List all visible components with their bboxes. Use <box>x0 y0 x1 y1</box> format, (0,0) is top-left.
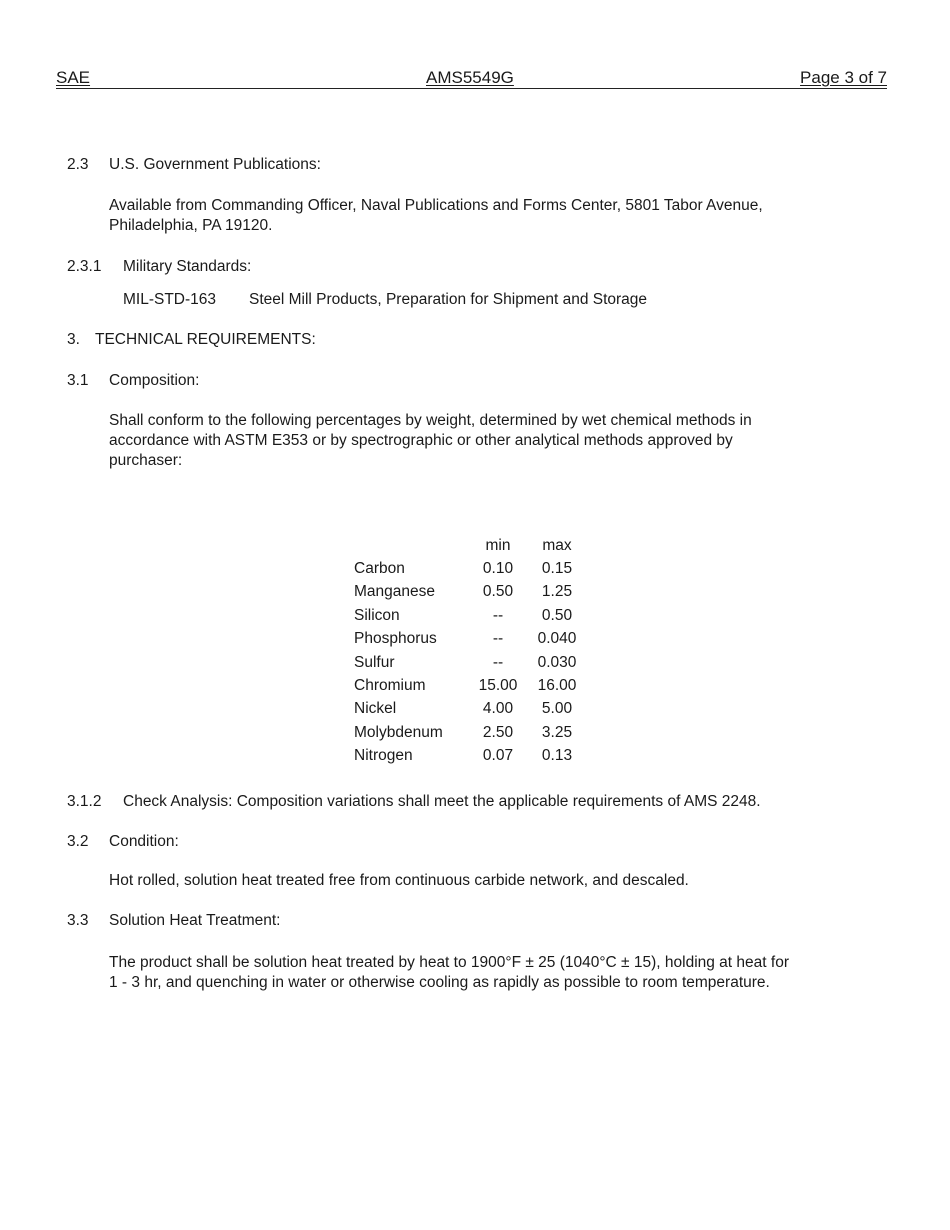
element-name: Molybdenum <box>354 723 443 741</box>
table-row <box>354 557 586 580</box>
element-name: Nickel <box>354 700 397 718</box>
section-3-3-body <box>109 953 789 993</box>
section-number: 2.3.1 <box>67 258 102 275</box>
section-3-1-heading <box>67 371 200 391</box>
standard-id: MIL-STD-163 <box>123 291 217 308</box>
body-line: accordance with ASTM E353 or by spectrographic or other analytical methods approved by <box>109 432 733 449</box>
military-standard-entry <box>123 290 648 310</box>
min-value: -- <box>492 630 504 648</box>
max-value: 0.50 <box>541 606 573 624</box>
body-line: Philadelphia, PA 19120. <box>109 217 273 234</box>
section-number: 2.3 <box>67 156 89 173</box>
header-org: SAE <box>56 68 91 87</box>
section-3-1-2 <box>67 792 761 812</box>
max-value: 16.00 <box>537 677 577 695</box>
table-row <box>354 721 586 744</box>
table-row <box>354 628 586 651</box>
header-page-number: Page 3 of 7 <box>800 68 887 87</box>
min-value: -- <box>492 606 504 624</box>
min-value: 4.00 <box>482 700 514 718</box>
column-header-element <box>354 534 468 557</box>
composition-table <box>354 534 586 768</box>
min-value: 0.50 <box>482 583 514 601</box>
element-name: Carbon <box>354 560 405 578</box>
max-value: 5.00 <box>541 700 573 718</box>
section-number: 3.1.2 <box>67 793 102 810</box>
section-number: 3.1 <box>67 372 89 389</box>
standard-title: Steel Mill Products, Preparation for Shipment and Storage <box>249 291 648 308</box>
max-value: 0.13 <box>541 747 573 765</box>
body-line: Shall conform to the following percentages by weight, determined by wet chemical methods in <box>109 412 752 429</box>
body-line: purchaser: <box>109 452 183 469</box>
element-name: Chromium <box>354 677 426 695</box>
body-line: Available from Commanding Officer, Naval Publications and Forms Center, 5801 Tabor Avenue, <box>109 197 763 214</box>
element-name: Phosphorus <box>354 630 437 648</box>
body-line: The product shall be solution heat treated by heat to 1900°F ± 25 (1040°C ± 15), holding at heat for <box>109 954 789 971</box>
section-number: 3.3 <box>67 912 89 929</box>
section-number: 3. <box>67 331 80 348</box>
section-2-3-1-heading <box>67 257 252 277</box>
section-2-3-heading <box>67 155 321 175</box>
section-3-2-heading <box>67 832 179 852</box>
element-name: Manganese <box>354 583 436 601</box>
max-value: 0.040 <box>537 630 577 648</box>
section-2-3-body <box>109 196 763 236</box>
section-title: Composition: <box>109 372 200 389</box>
section-title: Military Standards: <box>123 258 252 275</box>
body-line: 1 - 3 hr, and quenching in water or otherwise cooling as rapidly as possible to room temperature. <box>109 974 770 991</box>
table-row <box>354 604 586 627</box>
table-row <box>354 745 586 768</box>
element-name: Silicon <box>354 606 400 624</box>
table-row <box>354 674 586 697</box>
section-3-2-body: Hot rolled, solution heat treated free from continuous carbide network, and descaled. <box>109 872 689 889</box>
min-value: -- <box>492 653 504 671</box>
table-row <box>354 651 586 674</box>
min-value: 0.07 <box>482 747 514 765</box>
page-header <box>56 68 887 89</box>
section-title: Condition: <box>109 833 179 850</box>
max-value: 3.25 <box>541 723 573 741</box>
min-value: 2.50 <box>482 723 514 741</box>
max-value: 0.15 <box>541 560 573 578</box>
table-row <box>354 581 586 604</box>
section-title: TECHNICAL REQUIREMENTS: <box>95 331 316 348</box>
max-value: 1.25 <box>541 583 573 601</box>
max-value: 0.030 <box>537 653 577 671</box>
section-3-3-heading <box>67 911 281 931</box>
section-title: U.S. Government Publications: <box>109 156 321 173</box>
column-header-min: min <box>485 536 511 554</box>
header-doc-id: AMS5549G <box>426 68 514 87</box>
element-name: Nitrogen <box>354 747 413 765</box>
min-value: 15.00 <box>478 677 518 695</box>
min-value: 0.10 <box>482 560 514 578</box>
section-3-heading <box>67 330 316 350</box>
section-text: Check Analysis: Composition variations shall meet the applicable requirements of AMS 2248. <box>123 793 761 810</box>
column-header-max: max <box>542 536 572 554</box>
element-name: Sulfur <box>354 653 395 671</box>
section-number: 3.2 <box>67 833 89 850</box>
section-title: Solution Heat Treatment: <box>109 912 281 929</box>
section-3-1-body <box>109 411 752 471</box>
table-row <box>354 698 586 721</box>
table-header-row <box>354 534 586 557</box>
